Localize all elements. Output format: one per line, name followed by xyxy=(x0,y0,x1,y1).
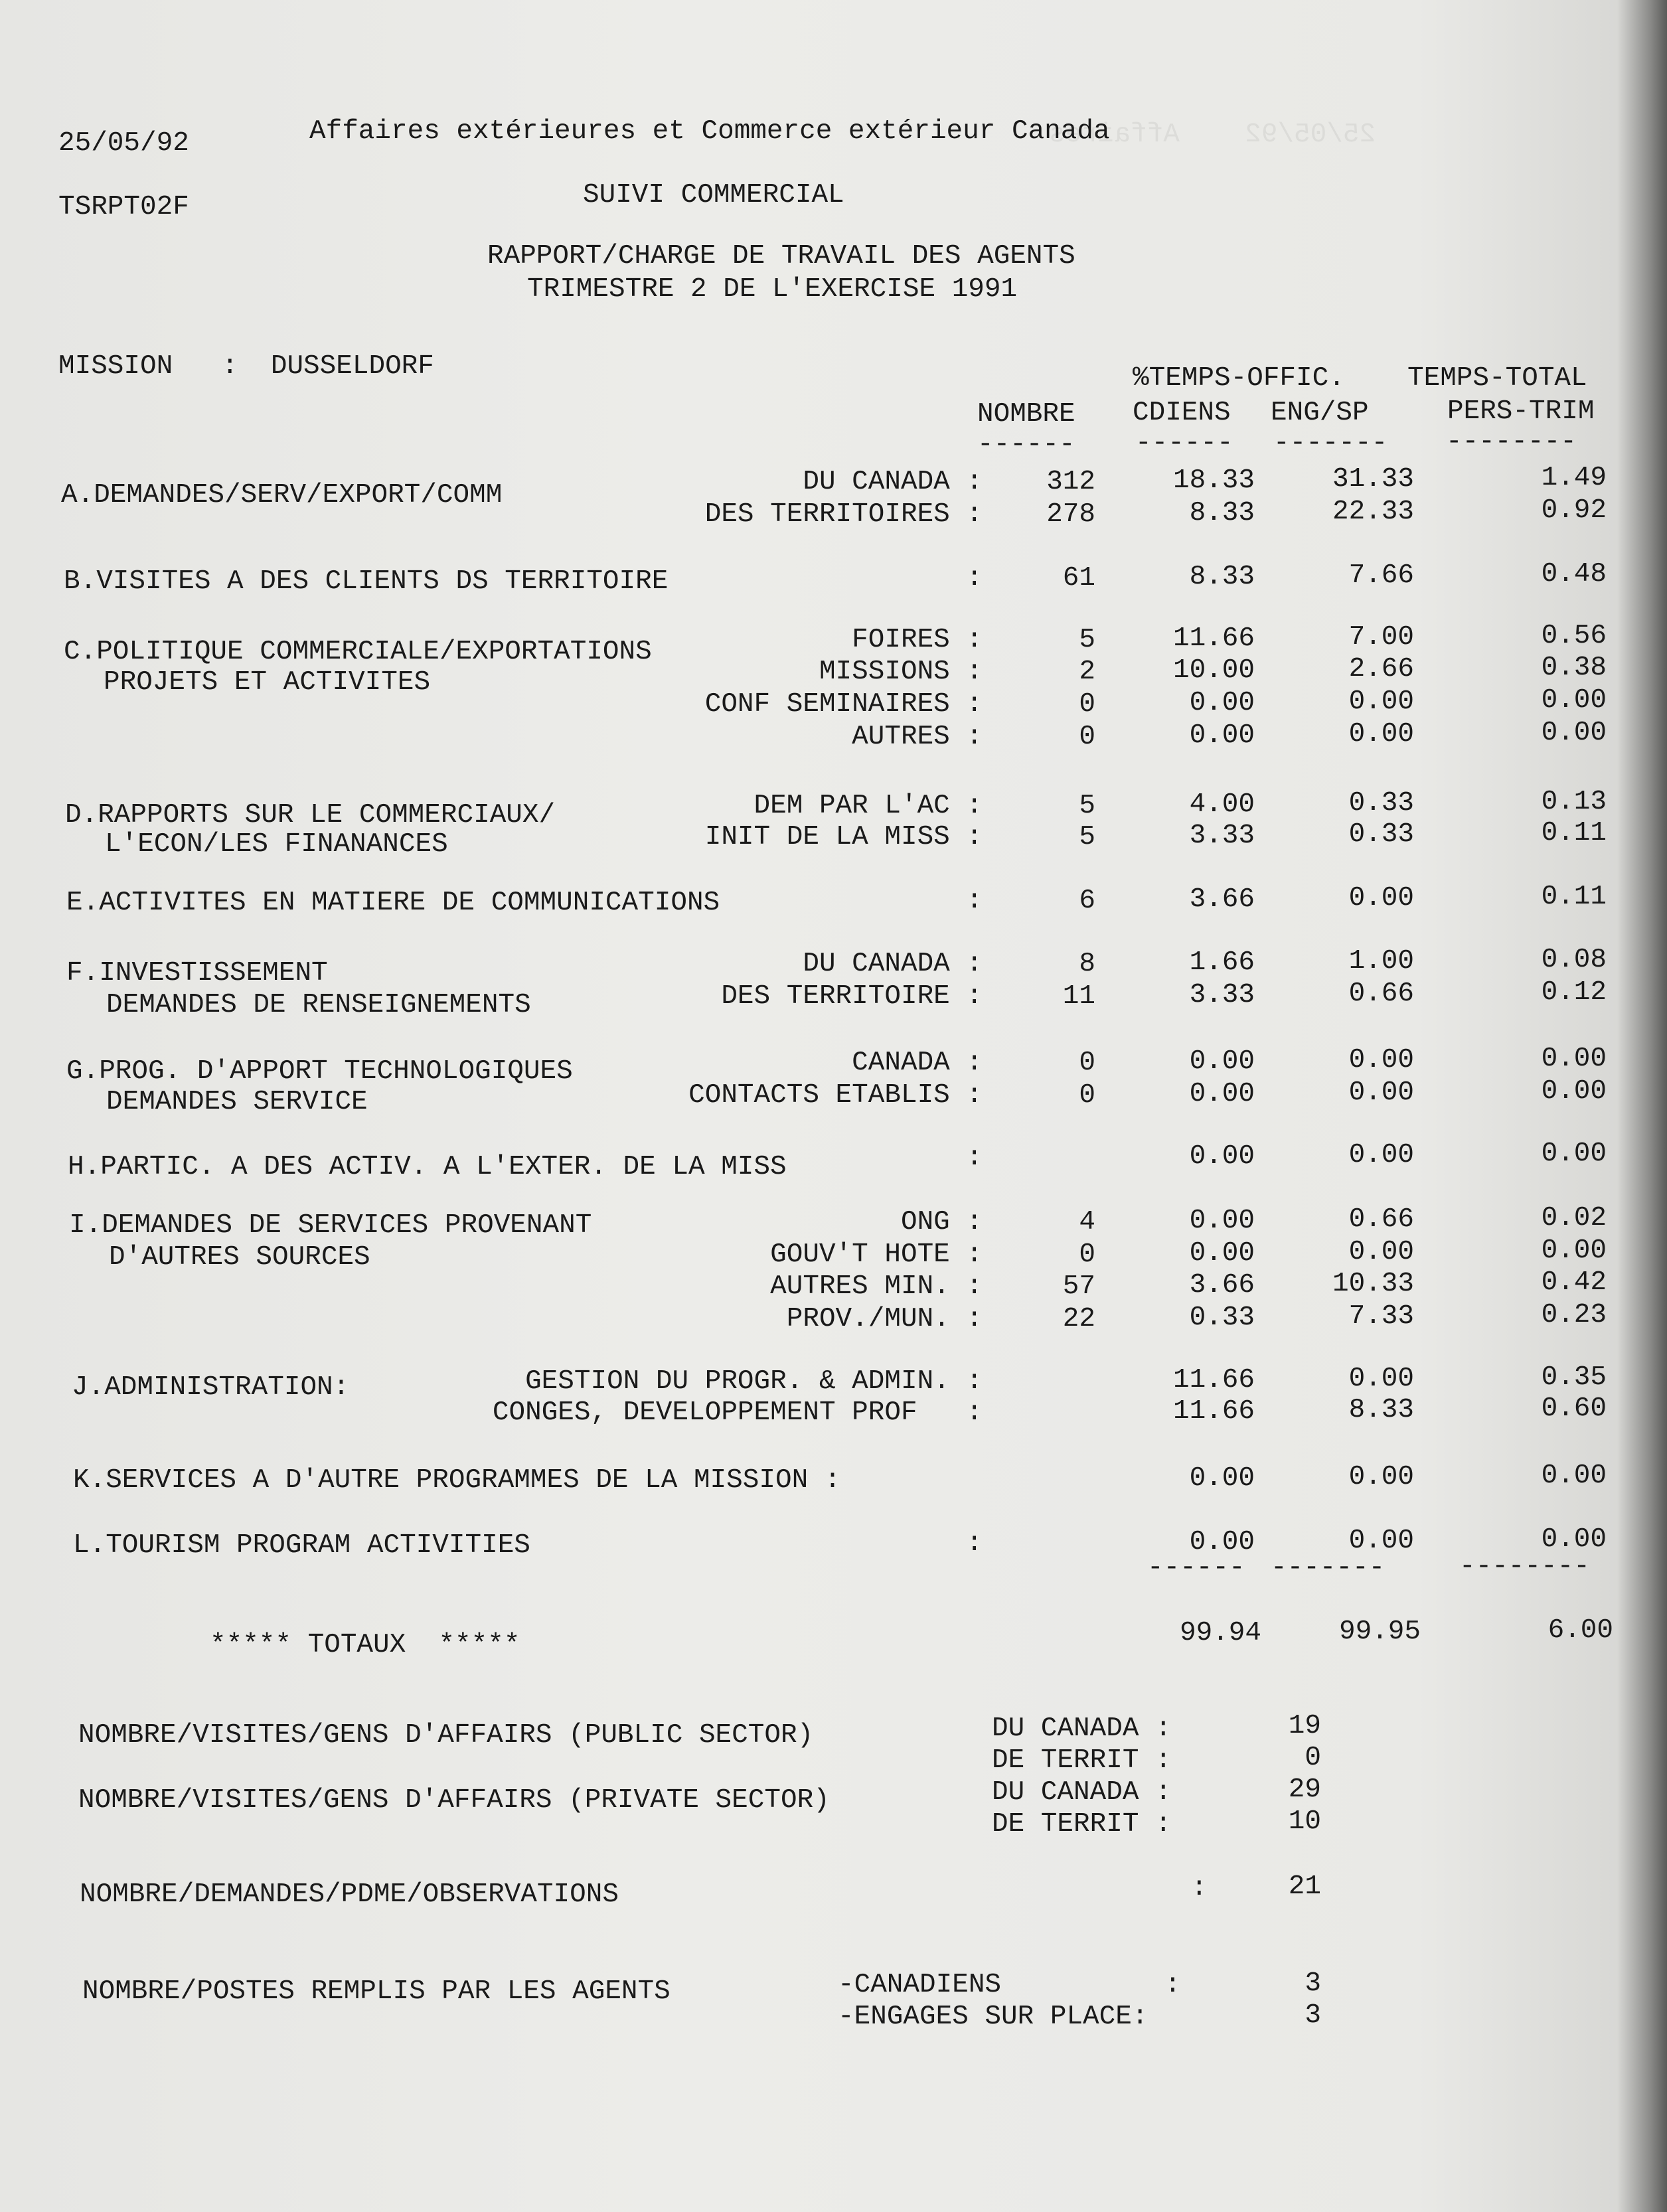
public-sector-label: NOMBRE/VISITES/GENS D'AFFAIRS (PUBLIC SECTOR) xyxy=(78,1720,814,1751)
row-sub-label: GOUV'T HOTE : xyxy=(770,1239,983,1270)
row-eng-sp: 0.00 xyxy=(1348,1140,1414,1170)
row-nombre: 61 xyxy=(1062,563,1095,593)
postes-label: NOMBRE/POSTES REMPLIS PAR LES AGENTS xyxy=(82,1976,671,2007)
totals-pers-trim: 6.00 xyxy=(1548,1615,1613,1646)
private-de-territ: DE TERRIT : xyxy=(992,1809,1172,1840)
total-dash-engsp: ------- xyxy=(1271,1553,1386,1583)
row-nombre: 2 xyxy=(1079,657,1095,687)
row-pers-trim: 0.11 xyxy=(1541,818,1607,848)
row-cdiens: 10.00 xyxy=(1172,655,1255,686)
row-pers-trim: 0.00 xyxy=(1541,685,1607,716)
row-eng-sp: 0.00 xyxy=(1348,1077,1414,1108)
row-cdiens: 11.66 xyxy=(1172,1396,1255,1427)
row-sub-label: CONGES, DEVELOPPEMENT PROF : xyxy=(492,1397,983,1428)
private-canada-value: 29 xyxy=(1288,1775,1321,1805)
row-eng-sp: 7.33 xyxy=(1348,1301,1414,1332)
pdme-colon: : xyxy=(1191,1873,1208,1903)
section-c-label: C.POLITIQUE COMMERCIALE/EXPORTATIONS xyxy=(64,637,652,667)
row-sub-label: DU CANADA : xyxy=(803,467,983,497)
dash-nombre: ------ xyxy=(977,430,1075,460)
row-nombre: 5 xyxy=(1079,791,1095,821)
row-pers-trim: 0.35 xyxy=(1541,1362,1607,1393)
row-cdiens: 3.66 xyxy=(1189,884,1255,915)
col-header-nombre: NOMBRE xyxy=(977,399,1075,430)
row-nombre: 312 xyxy=(1046,467,1095,497)
row-eng-sp: 0.00 xyxy=(1348,719,1414,750)
dash-eng-sp: ------- xyxy=(1273,428,1388,459)
row-eng-sp: 31.33 xyxy=(1332,464,1414,495)
report-date: 25/05/92 xyxy=(58,128,189,159)
total-dash-pers: -------- xyxy=(1459,1551,1590,1582)
row-sub-label: CANADA : xyxy=(852,1048,983,1078)
section-f-label: F.INVESTISSEMENT xyxy=(66,958,328,988)
row-cdiens: 0.00 xyxy=(1189,1238,1255,1269)
section-h-label: H.PARTIC. A DES ACTIV. A L'EXTER. DE LA MISS xyxy=(68,1152,787,1182)
col-header-pers-trim: PERS-TRIM xyxy=(1447,396,1595,427)
row-pers-trim: 0.23 xyxy=(1541,1300,1607,1330)
row-eng-sp: 7.66 xyxy=(1348,560,1414,591)
section-d-label: D.RAPPORTS SUR LE COMMERCIAUX/ xyxy=(65,800,556,830)
row-sub-label: ONG : xyxy=(900,1207,983,1237)
row-nombre: 0 xyxy=(1079,722,1095,752)
row-eng-sp: 0.66 xyxy=(1348,1204,1414,1235)
section-i-label2: D'AUTRES SOURCES xyxy=(109,1242,370,1273)
row-cdiens: 0.33 xyxy=(1189,1303,1255,1333)
private-sector-label: NOMBRE/VISITES/GENS D'AFFAIRS (PRIVATE SECTOR) xyxy=(78,1785,830,1816)
section-l-label: L.TOURISM PROGRAM ACTIVITIES xyxy=(73,1530,530,1561)
row-cdiens: 3.66 xyxy=(1189,1270,1255,1301)
public-du-canada: DU CANADA : xyxy=(992,1713,1172,1744)
row-cdiens: 11.66 xyxy=(1172,623,1255,654)
section-f-label2: DEMANDES DE RENSEIGNEMENTS xyxy=(106,990,531,1020)
row-sub-label: DU CANADA : xyxy=(803,949,983,979)
row-nombre: 11 xyxy=(1062,981,1095,1012)
row-sub-label: DES TERRITOIRE : xyxy=(721,981,983,1012)
totals-label: ***** TOTAUX ***** xyxy=(210,1630,520,1660)
row-eng-sp: 0.00 xyxy=(1348,883,1414,913)
row-sub-label: CONTACTS ETABLIS : xyxy=(688,1080,983,1111)
row-eng-sp: 0.33 xyxy=(1348,788,1414,819)
section-e-label: E.ACTIVITES EN MATIERE DE COMMUNICATIONS xyxy=(66,888,720,918)
row-cdiens: 3.33 xyxy=(1189,821,1255,851)
row-pers-trim: 0.56 xyxy=(1541,621,1607,651)
row-pers-trim: 0.11 xyxy=(1541,882,1607,912)
row-pers-trim: 0.38 xyxy=(1541,653,1607,683)
section-a-label: A.DEMANDES/SERV/EXPORT/COMM xyxy=(61,480,503,511)
row-eng-sp: 1.00 xyxy=(1348,946,1414,977)
row-nombre: 5 xyxy=(1079,625,1095,655)
show-through-text: 25/05/92 Affaires xyxy=(1049,119,1376,150)
mission-label: MISSION : DUSSELDORF xyxy=(58,351,434,382)
pdme-label: NOMBRE/DEMANDES/PDME/OBSERVATIONS xyxy=(80,1879,619,1910)
department-name: Affaires extérieures et Commerce extérieur Canada xyxy=(309,116,1110,147)
section-g-label: G.PROG. D'APPORT TECHNOLOGIQUES xyxy=(66,1056,573,1087)
section-k-label: K.SERVICES A D'AUTRE PROGRAMMES DE LA MISSION : xyxy=(73,1465,841,1496)
row-pers-trim: 0.42 xyxy=(1541,1267,1607,1298)
col-header-eng-sp: ENG/SP xyxy=(1271,398,1369,428)
row-sub-label: : xyxy=(966,886,983,916)
row-nombre: 4 xyxy=(1079,1207,1095,1237)
row-cdiens: 0.00 xyxy=(1189,1141,1255,1172)
col-header-cdiens: CDIENS xyxy=(1133,398,1231,428)
report-title: RAPPORT/CHARGE DE TRAVAIL DES AGENTS xyxy=(487,241,1075,272)
report-subtitle: TRIMESTRE 2 DE L'EXERCISE 1991 xyxy=(527,274,1018,305)
public-de-territ: DE TERRIT : xyxy=(992,1745,1172,1776)
row-pers-trim: 0.02 xyxy=(1541,1203,1607,1233)
row-sub-label: GESTION DU PROGR. & ADMIN. : xyxy=(525,1366,983,1397)
row-nombre: 0 xyxy=(1079,1048,1095,1078)
col-header-temps-offic: %TEMPS-OFFIC. xyxy=(1133,363,1345,394)
row-pers-trim: 0.00 xyxy=(1541,1076,1607,1107)
row-nombre: 22 xyxy=(1062,1304,1095,1334)
row-eng-sp: 0.66 xyxy=(1348,979,1414,1009)
row-nombre: 0 xyxy=(1079,1239,1095,1270)
row-eng-sp: 7.00 xyxy=(1348,622,1414,653)
row-sub-label: AUTRES MIN. : xyxy=(770,1271,983,1302)
dash-pers-trim: -------- xyxy=(1446,427,1577,457)
system-name: SUIVI COMMERCIAL xyxy=(583,180,844,210)
row-eng-sp: 0.00 xyxy=(1348,1462,1414,1492)
row-sub-label: FOIRES : xyxy=(852,625,983,655)
row-sub-label: DES TERRITOIRES : xyxy=(704,499,983,530)
engages-value: 3 xyxy=(1305,2000,1321,2031)
row-eng-sp: 0.00 xyxy=(1348,1237,1414,1267)
row-nombre: 5 xyxy=(1079,822,1095,852)
col-header-temps-total: TEMPS-TOTAL xyxy=(1407,363,1587,394)
row-cdiens: 3.33 xyxy=(1189,980,1255,1010)
row-nombre: 278 xyxy=(1046,499,1095,530)
row-eng-sp: 0.33 xyxy=(1348,819,1414,850)
dash-cdiens: ------ xyxy=(1135,428,1233,459)
pdme-value: 21 xyxy=(1288,1871,1321,1902)
row-sub-label: AUTRES : xyxy=(852,722,983,752)
row-cdiens: 8.33 xyxy=(1189,562,1255,592)
row-cdiens: 4.00 xyxy=(1189,789,1255,820)
report-code: TSRPT02F xyxy=(58,192,189,222)
row-nombre: 0 xyxy=(1079,1080,1095,1111)
section-g-label2: DEMANDES SERVICE xyxy=(106,1087,368,1117)
row-cdiens: 0.00 xyxy=(1189,688,1255,718)
row-cdiens: 18.33 xyxy=(1172,465,1255,496)
canadiens-label: -CANADIENS : xyxy=(838,1970,1181,2000)
row-sub-label: DEM PAR L'AC : xyxy=(754,791,983,821)
public-canada-value: 19 xyxy=(1288,1711,1321,1741)
row-sub-label: MISSIONS : xyxy=(819,657,983,687)
row-cdiens: 1.66 xyxy=(1189,947,1255,978)
private-territ-value: 10 xyxy=(1288,1806,1321,1837)
row-eng-sp: 0.00 xyxy=(1348,1526,1414,1556)
row-cdiens: 0.00 xyxy=(1189,1206,1255,1236)
section-j-label: J.ADMINISTRATION: xyxy=(72,1372,350,1403)
row-pers-trim: 1.49 xyxy=(1541,463,1607,493)
row-eng-sp: 22.33 xyxy=(1332,497,1414,527)
row-pers-trim: 0.00 xyxy=(1541,718,1607,748)
row-pers-trim: 0.00 xyxy=(1541,1139,1607,1169)
row-nombre: 0 xyxy=(1079,689,1095,720)
section-c-label2: PROJETS ET ACTIVITES xyxy=(104,667,431,698)
row-sub-label: INIT DE LA MISS : xyxy=(704,822,983,852)
row-pers-trim: 0.08 xyxy=(1541,945,1607,975)
row-cdiens: 0.00 xyxy=(1189,1046,1255,1077)
row-eng-sp: 10.33 xyxy=(1332,1269,1414,1299)
row-cdiens: 8.33 xyxy=(1189,498,1255,528)
section-i-label: I.DEMANDES DE SERVICES PROVENANT xyxy=(69,1210,592,1241)
private-du-canada: DU CANADA : xyxy=(992,1777,1172,1808)
row-cdiens: 0.00 xyxy=(1189,1079,1255,1109)
row-pers-trim: 0.60 xyxy=(1541,1393,1607,1424)
row-cdiens: 11.66 xyxy=(1172,1365,1255,1395)
totals-eng-sp: 99.95 xyxy=(1338,1617,1421,1647)
row-cdiens: 0.00 xyxy=(1189,1463,1255,1494)
row-nombre: 6 xyxy=(1079,886,1095,916)
row-pers-trim: 0.00 xyxy=(1541,1461,1607,1491)
row-sub-label: CONF SEMINAIRES : xyxy=(704,689,983,720)
row-eng-sp: 2.66 xyxy=(1348,654,1414,684)
total-dash-cdiens: ------ xyxy=(1147,1553,1245,1583)
row-eng-sp: 0.00 xyxy=(1348,686,1414,717)
row-nombre: 8 xyxy=(1079,949,1095,979)
row-eng-sp: 8.33 xyxy=(1348,1395,1414,1425)
row-pers-trim: 0.00 xyxy=(1541,1044,1607,1074)
row-pers-trim: 0.48 xyxy=(1541,559,1607,590)
row-pers-trim: 0.92 xyxy=(1541,495,1607,526)
row-sub-label: : xyxy=(966,1528,983,1559)
row-sub-label: : xyxy=(966,1143,983,1173)
row-nombre: 57 xyxy=(1062,1271,1095,1302)
row-pers-trim: 0.13 xyxy=(1541,787,1607,817)
canadiens-value: 3 xyxy=(1305,1968,1321,1999)
row-pers-trim: 0.00 xyxy=(1541,1524,1607,1555)
row-cdiens: 0.00 xyxy=(1189,1527,1255,1557)
totals-cdiens: 99.94 xyxy=(1179,1618,1261,1648)
row-pers-trim: 0.00 xyxy=(1541,1235,1607,1266)
engages-label: -ENGAGES SUR PLACE: xyxy=(838,2002,1149,2032)
row-sub-label: PROV./MUN. : xyxy=(786,1304,983,1334)
row-pers-trim: 0.12 xyxy=(1541,977,1607,1008)
row-eng-sp: 0.00 xyxy=(1348,1364,1414,1394)
row-sub-label: : xyxy=(966,563,983,593)
row-eng-sp: 0.00 xyxy=(1348,1045,1414,1075)
public-territ-value: 0 xyxy=(1305,1743,1321,1773)
row-cdiens: 0.00 xyxy=(1189,720,1255,751)
section-d-label2: L'ECON/LES FINANANCES xyxy=(105,829,448,860)
section-b-label: B.VISITES A DES CLIENTS DS TERRITOIRE xyxy=(64,566,669,597)
